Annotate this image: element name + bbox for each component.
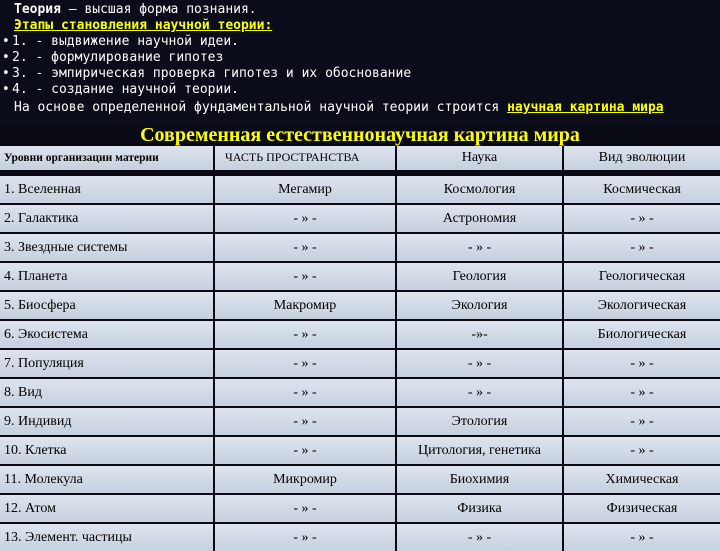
basis-statement — [14, 100, 664, 116]
evolution-cell: Космическая — [564, 176, 720, 203]
stage-1: 1. - выдвижение научной идеи. — [12, 34, 239, 49]
levels-table — [0, 146, 720, 551]
evolution-cell: - » - — [564, 437, 720, 464]
intro-text-block — [0, 0, 720, 126]
evolution-cell: - » - — [564, 524, 720, 551]
science-cell: Экология — [397, 292, 562, 319]
space-cell: - » - — [215, 408, 395, 435]
table-row — [0, 321, 720, 348]
bullet-3: • — [2, 66, 10, 81]
table-row — [0, 524, 720, 551]
level-cell: 7. Популяция — [0, 350, 213, 377]
table-row — [0, 466, 720, 493]
evolution-cell: - » - — [564, 350, 720, 377]
bullet-4: • — [2, 82, 10, 97]
theory-term: Теория — [14, 2, 61, 17]
science-cell: -»- — [397, 321, 562, 348]
space-cell: - » - — [215, 234, 395, 261]
science-cell: Физика — [397, 495, 562, 522]
evolution-cell: - » - — [564, 379, 720, 406]
science-cell: Этология — [397, 408, 562, 435]
stages-title: Этапы становления научной теории: — [14, 18, 273, 33]
evolution-cell: - » - — [564, 234, 720, 261]
science-cell: - » - — [397, 350, 562, 377]
level-cell: 2. Галактика — [0, 205, 213, 232]
table-header-row — [0, 146, 720, 170]
space-cell: - » - — [215, 437, 395, 464]
level-cell: 10. Клетка — [0, 437, 213, 464]
space-cell: - » - — [215, 524, 395, 551]
table-row — [0, 263, 720, 290]
evolution-cell: Экологическая — [564, 292, 720, 319]
level-cell: 11. Молекула — [0, 466, 213, 493]
level-cell: 6. Экосистема — [0, 321, 213, 348]
column-header-space: ЧАСТЬ ПРОСТРАНСТВА — [215, 146, 395, 170]
science-cell: Биохимия — [397, 466, 562, 493]
bullet-2: • — [2, 50, 10, 65]
science-cell: Астрономия — [397, 205, 562, 232]
evolution-cell: - » - — [564, 408, 720, 435]
evolution-cell: - » - — [564, 205, 720, 232]
column-header-science: Наука — [397, 146, 562, 170]
stage-4: 4. - создание научной теории. — [12, 82, 239, 97]
stage-3: 3. - эмпирическая проверка гипотез и их обоснование — [12, 66, 412, 81]
evolution-cell: Геологическая — [564, 263, 720, 290]
space-cell: - » - — [215, 263, 395, 290]
table-row — [0, 437, 720, 464]
column-header-evolution: Вид эволюции — [564, 146, 720, 170]
space-cell: Макромир — [215, 292, 395, 319]
basis-text: На основе определенной фундаментальной научной теории строится — [14, 100, 508, 115]
table-row — [0, 205, 720, 232]
space-cell: Мегамир — [215, 176, 395, 203]
column-header-level: Уровни организации материи — [0, 146, 213, 170]
level-cell: 12. Атом — [0, 495, 213, 522]
evolution-cell: Физическая — [564, 495, 720, 522]
table-row — [0, 234, 720, 261]
basis-highlight: научная картина мира — [507, 100, 664, 115]
table-row — [0, 292, 720, 319]
table-row — [0, 176, 720, 203]
science-cell: Космология — [397, 176, 562, 203]
table-row — [0, 495, 720, 522]
space-cell: Микромир — [215, 466, 395, 493]
level-cell: 5. Биосфера — [0, 292, 213, 319]
level-cell: 8. Вид — [0, 379, 213, 406]
science-cell: Цитология, генетика — [397, 437, 562, 464]
level-cell: 1. Вселенная — [0, 176, 213, 203]
evolution-cell: Химическая — [564, 466, 720, 493]
space-cell: - » - — [215, 321, 395, 348]
table-row — [0, 350, 720, 377]
stage-2: 2. - формулирование гипотез — [12, 50, 224, 65]
theory-definition — [14, 2, 257, 18]
level-cell: 3. Звездные системы — [0, 234, 213, 261]
space-cell: - » - — [215, 205, 395, 232]
space-cell: - » - — [215, 495, 395, 522]
level-cell: 9. Индивид — [0, 408, 213, 435]
table-row — [0, 379, 720, 406]
theory-def: – высшая форма познания. — [60, 2, 257, 17]
space-cell: - » - — [215, 350, 395, 377]
science-cell: Геология — [397, 263, 562, 290]
evolution-cell: Биологическая — [564, 321, 720, 348]
level-cell: 13. Элемент. частицы — [0, 524, 213, 551]
bullet-1: • — [2, 34, 10, 49]
picture-title: Современная естественнонаучная картина мира — [140, 124, 580, 146]
table-row — [0, 408, 720, 435]
science-cell: - » - — [397, 379, 562, 406]
science-cell: - » - — [397, 524, 562, 551]
science-cell: - » - — [397, 234, 562, 261]
level-cell: 4. Планета — [0, 263, 213, 290]
space-cell: - » - — [215, 379, 395, 406]
